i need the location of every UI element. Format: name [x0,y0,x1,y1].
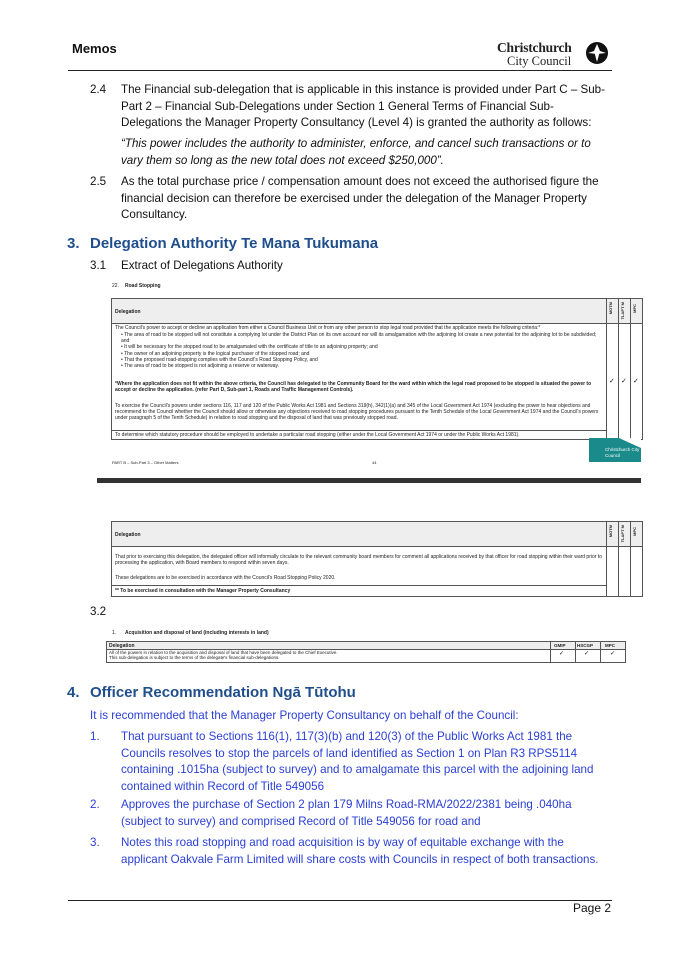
scan3-table [106,641,626,663]
scan1-logo-text: Christchurch City Council [605,447,640,459]
recommendation-1-text: That pursuant to Sections 116(1), 117(3)(b) and 120(3) of the Public Works Act 1981 the Councils resolves to stop the parcels of land identified as Section 1 on Plan R3 RPS5114 containing .1015ha (subject to survey) and to amalgamate this parcel with the adjoining land contained within Record of Title 549056 [121,730,594,793]
scan-page-divider [97,478,641,483]
recommendation-3-text: Notes this road stopping and road acquisition is by way of equitable exchange with the applicant Oakvale Farm Limited will share costs with Councils in respect of both transactions. [121,836,599,866]
header-rule [68,70,612,71]
para-2-4-number: 2.4 [90,83,107,96]
scan1-bullet: • That the proposed road-stopping complies with the Council's Road Stopping Policy, and [121,356,318,363]
scan3-col-delegation: Delegation [109,643,135,649]
page-number: Page 2 [573,901,612,915]
scan3-row2: This sub-delegation is subject to the terms of the delegate's financial sub-delegations. [109,655,280,660]
scan3-col1: GMIP [554,643,566,648]
scan3-check-3: ✓ [610,651,616,657]
scan1-bullet: • The area of road to be stopped will not constitute a complying lot under the District Plan on its own account nor will its amalgamation with the adjoining lot create a new potential for the adjoining lot to be subdivided; and [121,332,597,345]
scan3-title: Acquisition and disposal of land (including interests in land) [125,630,269,636]
scan1-bullet: • It will be necessary for the stopped road to be amalgamated with the certificate of title to an adjoining property; and [121,344,378,351]
scan1-item-number: 22. [112,283,119,289]
recommendation-2-text: Approves the purchase of Section 2 plan 179 Milns Road-RMA/2022/2381 being .040ha (subject to survey) and comprised Record of Title 549056 for road and [121,798,572,828]
scan1-check-1: ✓ [609,378,615,385]
scan1-exercise: To exercise the Council's powers under sections 116, 117 and 120 of the Public Works Act 1981 and Sections 319(h), 342(1)(a) and 345 of the Local Government Act 1974 (excluding the power to hear objections and recommend to the Council whether the Council should allow or otherwise any objections received to road stopping procedures pursuant to the Tenth Schedule of the Local Government Act 1974 and the Council's powers under paragraph 5 of the Tenth Schedule) in relation to road stopping and the disposal of land that was previously stopped road. [115,403,599,422]
scan2-col1: MOTM [608,525,613,538]
recommendation-intro: It is recommended that the Manager Property Consultancy on behalf of the Council: [90,709,519,722]
council-logo [497,40,609,68]
recommendation-1-number: 1. [90,730,100,743]
scan1-col3: MPC [632,304,637,313]
scan1-footer-page: 44 [372,460,377,465]
scan1-check-3: ✓ [633,378,639,385]
scan3-check-2: ✓ [584,651,590,657]
cathedral-icon [585,41,609,65]
scan1-logo-block [589,438,641,462]
para-2-4-quote: “This power includes the authority to administer, enforce, and cancel such transactions or to vary them so long as the new total does not exceed $250,000”. [121,137,591,167]
logo-line1: Christchurch [497,40,572,55]
scan2-col2: TLAPT M [620,525,625,543]
scan2-col-delegation: Delegation [115,532,141,538]
scan2-header-row [112,522,642,547]
scan2-text2: These delegations are to be exercised in accordance with the Council's Road Stopping Policy 2020. [115,575,336,581]
scan3-check-1: ✓ [559,651,565,657]
scan1-bullets [115,332,603,369]
scan1-title: Road Stopping [125,283,161,289]
scan1-check-2: ✓ [621,378,627,385]
para-2-5-text: As the total purchase price / compensation amount does not exceed the authorised figure the financial decision can therefore be exercised under the delegation of the Manager Property Consultancy. [121,175,599,221]
scan1-footer-left: PART B – Sub-Part 3 – Other Matters [112,460,179,465]
scan2-table [111,521,643,597]
scan1-col1: MOTM [608,302,613,315]
scan1-intro: The Council's power to accept or decline an application from either a Council Business Unit or from any other person to stop legal road provided that the application meets the following criteria:* [115,325,541,331]
logo-line2: City Council [507,54,572,68]
section-4-heading: Officer Recommendation Ngā Tūtohu [90,684,356,701]
scan3-row1: All of the powers in relation to the acquisition and disposal of land that have been delegated to the Chief Executive. [109,650,338,655]
para-3-1-number: 3.1 [90,259,107,272]
scan2-text1: That prior to exercising this delegation, the delegated officer will informally circulate to the relevant community board members for comment all applications received by that officer for road stopping within their ward prior to processing the application, with Board members to respond within seven days. [115,554,602,567]
section-4-number: 4. [67,684,80,701]
scan1-bullet: • The area of road to be stopped is not adjoining a reserve or waterway. [121,363,280,370]
para-2-5-number: 2.5 [90,175,107,188]
para-2-4-text: The Financial sub-delegation that is applicable in this instance is provided under Part C – Sub-Part 2 – Financial Sub-Delegations under Section 1 General Terms of Financial Sub-Delegations the Manager Property Consultancy (Level 4) is granted the authority as follows: [121,83,605,129]
header-title: Memos [72,41,117,56]
scan2-text3: ** To be exercised in consultation with the Manager Property Consultancy [115,588,291,594]
scan3-col3: MPC [605,643,615,648]
para-3-1-text: Extract of Delegations Authority [121,259,283,272]
scan3-col2: HSCGP [577,643,594,648]
scan1-bullet: • The owner of an adjoining property is the logical purchaser of the stopped road; and [121,350,310,357]
para-3-2-number: 3.2 [90,605,107,618]
section-3-number: 3. [67,235,80,252]
recommendation-2-number: 2. [90,798,100,811]
recommendation-3-number: 3. [90,836,100,849]
scan1-header-row [112,299,642,324]
scan3-item-number: 1. [112,630,117,636]
scan1-bold-note: *Where the application does not fit within the above criteria, the Council has delegated to the Community Board for the ward within which the legal road proposed to be stopped is situated the power to accept or decline the application. (refer Part D, Sub-part 1, Roads and Traffic Management Controls). [115,381,592,394]
scan1-determine: To determine which statutory procedure should be employed to undertake a particular road stopping (either under the Local Government Act 1974 or under the Public Works Act 1981). [115,432,520,438]
scan1-col2: TLAPT M [620,302,625,320]
scan3-header-row [107,642,625,650]
scan1-col-delegation: Delegation [115,309,141,315]
scan2-col3: MPC [632,527,637,536]
scan1-table [111,298,643,440]
footer-rule [68,900,612,901]
section-3-heading: Delegation Authority Te Mana Tukumana [90,235,379,252]
